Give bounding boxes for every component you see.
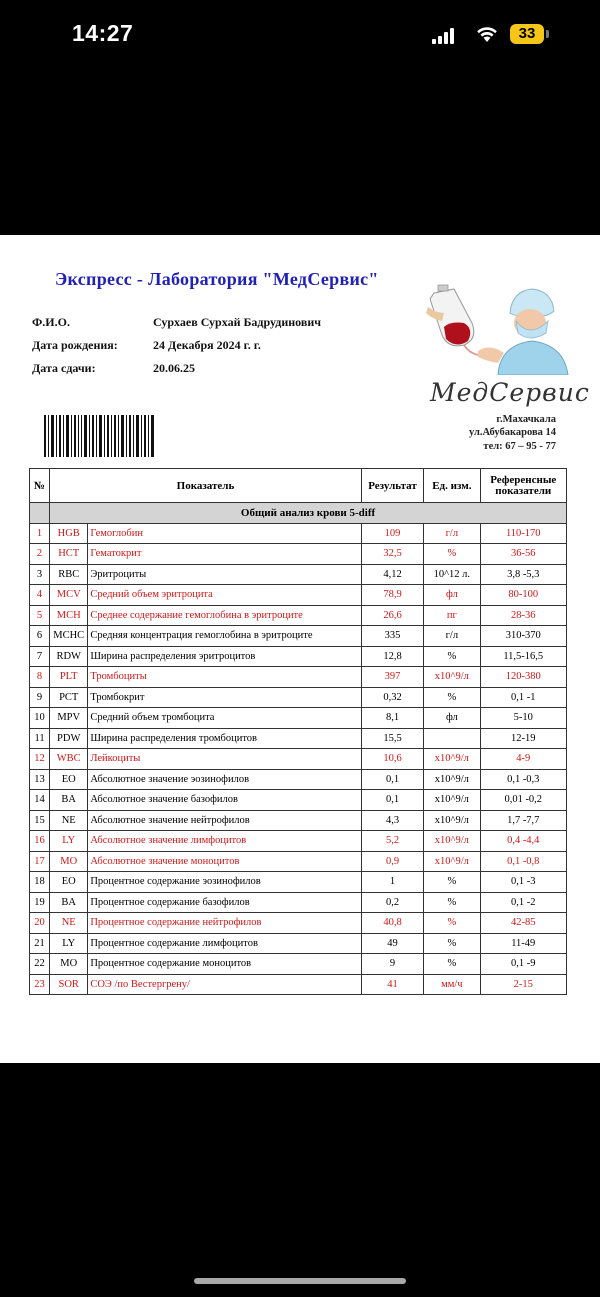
- row-reference: 4-9: [480, 749, 567, 770]
- row-code: PLT: [50, 667, 88, 688]
- row-reference: 12-19: [480, 728, 567, 749]
- table-row: [30, 728, 567, 749]
- table-row: [30, 646, 567, 667]
- patient-birthdate: 24 Декабря 2024 г. г.: [153, 338, 261, 352]
- row-code: EO: [50, 872, 88, 893]
- header-reference: [480, 469, 567, 503]
- row-code: MCV: [50, 585, 88, 606]
- row-code: SOR: [50, 974, 88, 995]
- row-indicator-name: Средняя концентрация гемоглобина в эритроците: [88, 626, 362, 647]
- row-number: 7: [30, 646, 50, 667]
- row-unit: %: [424, 892, 480, 913]
- table-row: [30, 687, 567, 708]
- lab-report-document: [0, 235, 600, 1063]
- row-number: 18: [30, 872, 50, 893]
- row-unit: %: [424, 872, 480, 893]
- row-result: 41: [361, 974, 423, 995]
- row-result: 0,1: [361, 790, 423, 811]
- barcode: [44, 415, 154, 457]
- row-indicator-name: Ширина распределения эритроцитов: [88, 646, 362, 667]
- table-row: [30, 892, 567, 913]
- table-row: [30, 769, 567, 790]
- status-bar: [0, 0, 600, 70]
- row-unit: %: [424, 933, 480, 954]
- row-indicator-name: Процентное содержание базофилов: [88, 892, 362, 913]
- row-unit: %: [424, 954, 480, 975]
- row-code: RDW: [50, 646, 88, 667]
- table-row: [30, 974, 567, 995]
- row-result: 49: [361, 933, 423, 954]
- name-label: Ф.И.О.: [32, 315, 70, 329]
- row-unit: [424, 728, 480, 749]
- row-unit: г/л: [424, 523, 480, 544]
- birthdate-label: Дата рождения:: [32, 338, 118, 352]
- lab-title: Экспресс - Лаборатория "МедСервис": [55, 269, 379, 289]
- row-result: 0,2: [361, 892, 423, 913]
- row-result: 0,32: [361, 687, 423, 708]
- results-table: [29, 468, 567, 995]
- row-reference: 11,5-16,5: [480, 646, 567, 667]
- row-reference: 0,1 -3: [480, 872, 567, 893]
- row-result: 8,1: [361, 708, 423, 729]
- row-code: BA: [50, 892, 88, 913]
- logo-address: ул.Абубакарова 14: [468, 427, 556, 438]
- row-unit: x10^9/л: [424, 790, 480, 811]
- table-row: [30, 831, 567, 852]
- row-reference: 110-170: [480, 523, 567, 544]
- row-code: MCHC: [50, 626, 88, 647]
- row-code: RBC: [50, 564, 88, 585]
- row-result: 9: [361, 954, 423, 975]
- row-reference: 310-370: [480, 626, 567, 647]
- table-row: [30, 749, 567, 770]
- row-indicator-name: Эритроциты: [88, 564, 362, 585]
- row-indicator-name: Гемоглобин: [88, 523, 362, 544]
- row-number: 20: [30, 913, 50, 934]
- table-row: [30, 913, 567, 934]
- battery-icon: 33: [510, 24, 544, 44]
- row-code: MO: [50, 954, 88, 975]
- row-number: 23: [30, 974, 50, 995]
- row-number: 17: [30, 851, 50, 872]
- logo-city: г.Махачкала: [496, 414, 556, 425]
- row-number: 11: [30, 728, 50, 749]
- row-number: 5: [30, 605, 50, 626]
- row-reference: 2-15: [480, 974, 567, 995]
- row-result: 15,5: [361, 728, 423, 749]
- patient-name: Сурхаев Сурхай Бадрудинович: [153, 315, 322, 329]
- cellular-signal-icon: [432, 28, 458, 44]
- header-reference-line1: Референсные: [490, 473, 557, 486]
- header-num: №: [30, 469, 50, 503]
- row-number: 4: [30, 585, 50, 606]
- row-unit: фл: [424, 585, 480, 606]
- doctor-with-blood-bag-illustration: [420, 283, 570, 375]
- row-indicator-name: Абсолютное значение моноцитов: [88, 851, 362, 872]
- row-number: 15: [30, 810, 50, 831]
- row-result: 4,3: [361, 810, 423, 831]
- row-result: 109: [361, 523, 423, 544]
- table-row: [30, 933, 567, 954]
- header-unit: Ед. изм.: [424, 469, 480, 503]
- row-unit: г/л: [424, 626, 480, 647]
- row-indicator-name: Среднее содержание гемоглобина в эритроците: [88, 605, 362, 626]
- row-unit: x10^9/л: [424, 851, 480, 872]
- row-unit: x10^9/л: [424, 769, 480, 790]
- row-code: MPV: [50, 708, 88, 729]
- row-result: 5,2: [361, 831, 423, 852]
- section-blank: [30, 503, 50, 524]
- header-reference-line2: показатели: [495, 484, 552, 497]
- row-result: 32,5: [361, 544, 423, 565]
- battery-tip: [546, 30, 549, 38]
- submission-date: 20.06.25: [153, 361, 195, 375]
- row-unit: x10^9/л: [424, 810, 480, 831]
- submission-date-label: Дата сдачи:: [32, 361, 96, 375]
- row-reference: 0,1 -0,8: [480, 851, 567, 872]
- row-result: 4,12: [361, 564, 423, 585]
- row-number: 22: [30, 954, 50, 975]
- row-indicator-name: Средний объем тромбоцита: [88, 708, 362, 729]
- row-result: 335: [361, 626, 423, 647]
- row-unit: x10^9/л: [424, 667, 480, 688]
- row-number: 12: [30, 749, 50, 770]
- row-code: BA: [50, 790, 88, 811]
- row-reference: 80-100: [480, 585, 567, 606]
- row-result: 78,9: [361, 585, 423, 606]
- row-reference: 0,4 -4,4: [480, 831, 567, 852]
- row-number: 1: [30, 523, 50, 544]
- row-unit: %: [424, 913, 480, 934]
- row-number: 2: [30, 544, 50, 565]
- row-result: 0,9: [361, 851, 423, 872]
- row-code: NE: [50, 810, 88, 831]
- row-code: HCT: [50, 544, 88, 565]
- row-unit: %: [424, 687, 480, 708]
- row-number: 10: [30, 708, 50, 729]
- row-indicator-name: Абсолютное значение эозинофилов: [88, 769, 362, 790]
- table-row: [30, 626, 567, 647]
- row-reference: 1,7 -7,7: [480, 810, 567, 831]
- row-number: 13: [30, 769, 50, 790]
- row-code: MCH: [50, 605, 88, 626]
- row-reference: 36-56: [480, 544, 567, 565]
- row-reference: 0,1 -2: [480, 892, 567, 913]
- header-result: Результат: [361, 469, 423, 503]
- row-reference: 0,1 -0,3: [480, 769, 567, 790]
- row-code: HGB: [50, 523, 88, 544]
- row-indicator-name: Абсолютное значение базофилов: [88, 790, 362, 811]
- table-row: [30, 851, 567, 872]
- row-code: PDW: [50, 728, 88, 749]
- medservice-logo: МедСервис: [430, 378, 590, 407]
- row-indicator-name: Процентное содержание нейтрофилов: [88, 913, 362, 934]
- section-header-row: [30, 503, 567, 524]
- row-code: NE: [50, 913, 88, 934]
- row-unit: пг: [424, 605, 480, 626]
- row-result: 12,8: [361, 646, 423, 667]
- row-reference: 11-49: [480, 933, 567, 954]
- table-row: [30, 605, 567, 626]
- row-reference: 3,8 -5,3: [480, 564, 567, 585]
- home-indicator[interactable]: [194, 1278, 406, 1284]
- row-indicator-name: Средний объем эритроцита: [88, 585, 362, 606]
- row-number: 3: [30, 564, 50, 585]
- row-result: 0,1: [361, 769, 423, 790]
- row-indicator-name: Ширина распределения тромбоцитов: [88, 728, 362, 749]
- row-code: LY: [50, 933, 88, 954]
- table-row: [30, 523, 567, 544]
- table-row: [30, 544, 567, 565]
- row-reference: 120-380: [480, 667, 567, 688]
- row-result: 1: [361, 872, 423, 893]
- table-row: [30, 790, 567, 811]
- header-indicator: Показатель: [50, 469, 362, 503]
- row-result: 10,6: [361, 749, 423, 770]
- row-indicator-name: Тромбоциты: [88, 667, 362, 688]
- row-indicator-name: Процентное содержание эозинофилов: [88, 872, 362, 893]
- row-number: 8: [30, 667, 50, 688]
- table-header-row: [30, 469, 567, 503]
- table-row: [30, 872, 567, 893]
- table-row: [30, 954, 567, 975]
- row-number: 19: [30, 892, 50, 913]
- table-row: [30, 667, 567, 688]
- row-unit: %: [424, 646, 480, 667]
- row-indicator-name: Процентное содержание моноцитов: [88, 954, 362, 975]
- row-unit: x10^9/л: [424, 749, 480, 770]
- row-reference: 0,1 -1: [480, 687, 567, 708]
- table-row: [30, 585, 567, 606]
- row-reference: 42-85: [480, 913, 567, 934]
- row-code: LY: [50, 831, 88, 852]
- row-result: 26,6: [361, 605, 423, 626]
- row-reference: 0,1 -9: [480, 954, 567, 975]
- row-code: PCT: [50, 687, 88, 708]
- row-code: MO: [50, 851, 88, 872]
- row-unit: 10^12 л.: [424, 564, 480, 585]
- row-code: EO: [50, 769, 88, 790]
- row-indicator-name: СОЭ /по Вестергрену/: [88, 974, 362, 995]
- row-reference: 28-36: [480, 605, 567, 626]
- row-number: 14: [30, 790, 50, 811]
- row-result: 40,8: [361, 913, 423, 934]
- row-unit: фл: [424, 708, 480, 729]
- row-code: WBC: [50, 749, 88, 770]
- row-number: 16: [30, 831, 50, 852]
- section-title: Общий анализ крови 5-diff: [50, 503, 567, 524]
- row-indicator-name: Абсолютное значение нейтрофилов: [88, 810, 362, 831]
- row-unit: %: [424, 544, 480, 565]
- row-indicator-name: Гематокрит: [88, 544, 362, 565]
- row-number: 6: [30, 626, 50, 647]
- clock: 14:27: [72, 20, 134, 46]
- row-indicator-name: Лейкоциты: [88, 749, 362, 770]
- row-reference: 0,01 -0,2: [480, 790, 567, 811]
- table-row: [30, 708, 567, 729]
- wifi-icon: [476, 25, 498, 43]
- row-reference: 5-10: [480, 708, 567, 729]
- row-number: 21: [30, 933, 50, 954]
- row-indicator-name: Процентное содержание лимфоцитов: [88, 933, 362, 954]
- row-indicator-name: Тромбокрит: [88, 687, 362, 708]
- table-row: [30, 810, 567, 831]
- table-row: [30, 564, 567, 585]
- row-number: 9: [30, 687, 50, 708]
- logo-phone: тел: 67 – 95 - 77: [483, 441, 556, 452]
- row-unit: мм/ч: [424, 974, 480, 995]
- row-indicator-name: Абсолютное значение лимфоцитов: [88, 831, 362, 852]
- row-result: 397: [361, 667, 423, 688]
- row-unit: x10^9/л: [424, 831, 480, 852]
